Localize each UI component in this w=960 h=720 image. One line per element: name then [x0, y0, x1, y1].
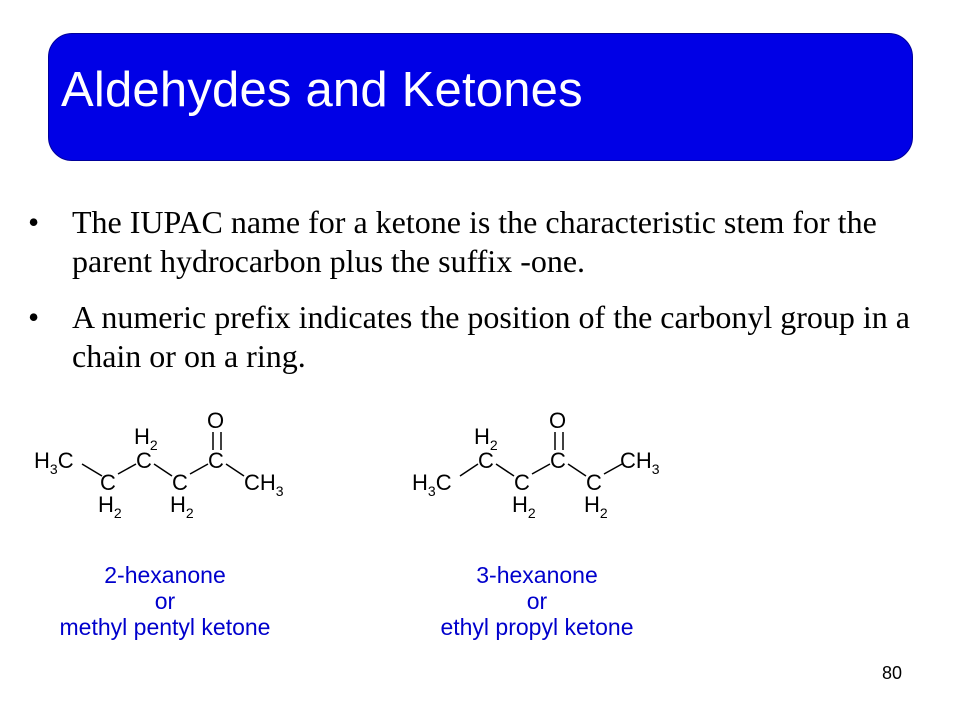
caption-name: 3-hexanone — [476, 562, 598, 588]
atom-h2: $H_2$ — [512, 492, 536, 518]
caption-common-name: methyl pentyl ketone — [59, 614, 271, 640]
bullet-text: The IUPAC name for a ketone is the characteristic stem for the parent hydrocarbon plus the suffix -one. — [72, 204, 877, 279]
bond — [82, 464, 102, 476]
atom-c: C — [586, 470, 602, 495]
atom-c: C — [172, 470, 188, 495]
atom-h2: $H_2$ — [474, 424, 498, 453]
bond — [226, 464, 244, 476]
page-number: 80 — [881, 663, 902, 683]
bond — [532, 464, 550, 474]
atom-oxygen: O — [549, 408, 567, 433]
atom-carbonyl-c: C — [550, 448, 566, 473]
bullet-item — [28, 203, 928, 281]
caption-3-hexanone — [402, 562, 672, 640]
atom-c: C — [136, 448, 152, 473]
atom-h2: $H_2$ — [134, 424, 158, 453]
atom-c: C — [100, 470, 116, 495]
atom-h2: $H_2$ — [170, 492, 194, 518]
atom-c: C — [478, 448, 494, 473]
bond — [568, 464, 586, 476]
bullet-item — [28, 298, 928, 376]
atom-oxygen: O — [207, 408, 225, 433]
atom-ch3: $CH_3$ — [244, 470, 284, 499]
structure-3-hexanone — [402, 408, 702, 518]
atom-h2: $H_2$ — [98, 492, 122, 518]
bullet-list — [28, 203, 928, 393]
bullet-text: A numeric prefix indicates the position of the carbonyl group in a chain or on a ring. — [72, 299, 910, 374]
caption-name: 2-hexanone — [104, 562, 226, 588]
bullet-dot: • — [28, 204, 40, 240]
structure-3-hexanone-svg — [402, 408, 702, 518]
structure-2-hexanone — [20, 408, 320, 518]
atom-h2: $H_2$ — [584, 492, 608, 518]
bond — [154, 464, 172, 476]
atom-carbonyl-c: C — [208, 448, 224, 473]
bond — [190, 464, 208, 474]
caption-or: or — [526, 588, 548, 614]
bond — [118, 464, 136, 474]
title-banner — [48, 33, 913, 161]
atom-h3c: $H_3C$ — [34, 448, 74, 477]
caption-2-hexanone — [30, 562, 300, 640]
atom-h3c: $H_3C$ — [412, 470, 452, 499]
caption-or: or — [154, 588, 176, 614]
bullet-dot: • — [28, 299, 40, 335]
atom-ch3: $CH_3$ — [620, 448, 660, 477]
structure-2-hexanone-svg — [20, 408, 320, 518]
bond — [496, 464, 514, 476]
atom-c: C — [514, 470, 530, 495]
slide-title: Aldehydes and Ketones — [61, 63, 583, 117]
bond — [460, 464, 478, 476]
caption-common-name: ethyl propyl ketone — [440, 614, 634, 640]
